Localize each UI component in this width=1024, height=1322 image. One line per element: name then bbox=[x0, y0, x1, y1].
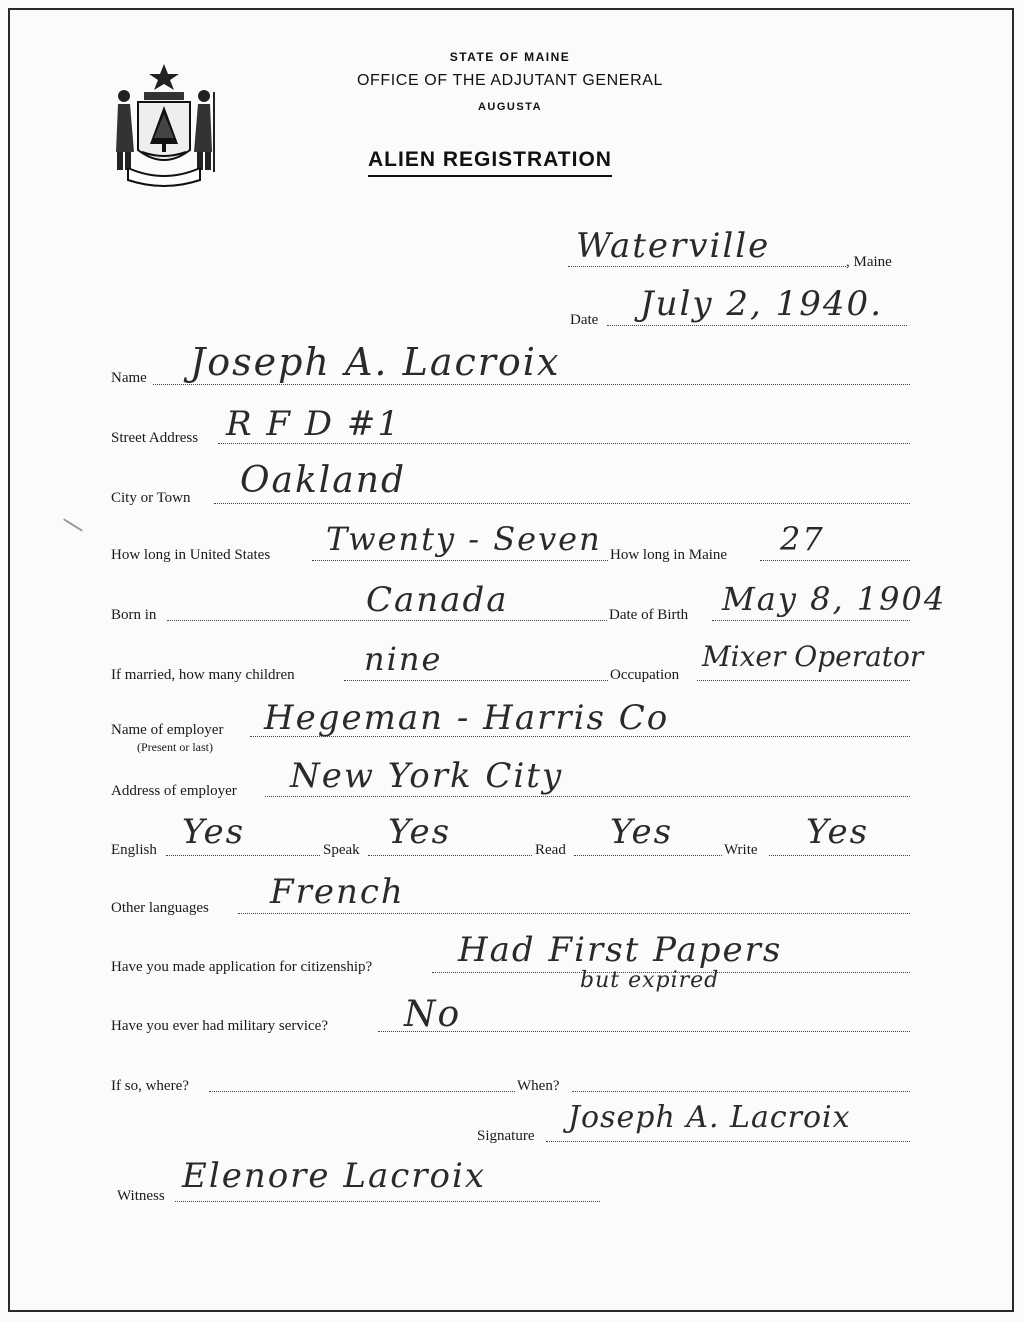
speak-line bbox=[368, 855, 532, 856]
date-label: Date bbox=[570, 312, 599, 328]
witness-line bbox=[175, 1201, 600, 1202]
occupation-value[interactable]: Mixer Operator bbox=[702, 640, 924, 673]
name-value[interactable]: Joseph A. Lacroix bbox=[190, 340, 561, 384]
when-label: When? bbox=[517, 1078, 560, 1094]
how-long-maine-value[interactable]: 27 bbox=[780, 520, 825, 558]
citizenship-note[interactable]: but expired bbox=[580, 968, 720, 993]
how-long-us-value[interactable]: Twenty - Seven bbox=[326, 520, 602, 558]
employer-address-line bbox=[265, 796, 910, 797]
speak-label: Speak bbox=[323, 842, 360, 858]
how-long-maine-line bbox=[760, 560, 910, 561]
city-header: AUGUSTA bbox=[477, 101, 543, 113]
signature-value[interactable]: Joseph A. Lacroix bbox=[568, 1100, 851, 1135]
other-languages-value[interactable]: French bbox=[270, 872, 405, 912]
occupation-line bbox=[697, 680, 910, 681]
employer-value[interactable]: Hegeman - Harris Co bbox=[264, 698, 670, 738]
form-title: ALIEN REGISTRATION bbox=[368, 148, 612, 177]
where-label: If so, where? bbox=[111, 1078, 189, 1094]
english-value[interactable]: Yes bbox=[182, 812, 246, 852]
read-label: Read bbox=[535, 842, 566, 858]
town-line bbox=[568, 266, 846, 267]
signature-label: Signature bbox=[477, 1128, 535, 1144]
city-label: City or Town bbox=[111, 490, 191, 506]
read-value[interactable]: Yes bbox=[610, 812, 674, 852]
how-long-us-label: How long in United States bbox=[111, 547, 271, 563]
other-languages-label: Other languages bbox=[111, 900, 209, 916]
city-value[interactable]: Oakland bbox=[240, 460, 406, 501]
dob-label: Date of Birth bbox=[609, 607, 689, 623]
name-label: Name bbox=[111, 370, 147, 386]
maine-label: , Maine bbox=[846, 254, 892, 270]
name-line bbox=[153, 384, 910, 385]
town-value[interactable]: Waterville bbox=[576, 226, 771, 266]
read-line bbox=[574, 855, 722, 856]
witness-value[interactable]: Elenore Lacroix bbox=[182, 1156, 487, 1196]
employer-sublabel: (Present or last) bbox=[137, 740, 213, 754]
city-line bbox=[214, 503, 910, 504]
how-long-maine-label: How long in Maine bbox=[610, 547, 728, 563]
english-line bbox=[166, 855, 320, 856]
dob-line bbox=[712, 620, 910, 621]
witness-label: Witness bbox=[117, 1188, 165, 1204]
citizenship-value[interactable]: Had First Papers bbox=[458, 930, 783, 970]
occupation-label: Occupation bbox=[610, 667, 680, 683]
write-line bbox=[769, 855, 910, 856]
state-header: STATE OF MAINE bbox=[449, 50, 571, 64]
where-line bbox=[209, 1091, 515, 1092]
dob-value[interactable]: May 8, 1904 bbox=[722, 580, 947, 618]
street-value[interactable]: R F D #1 bbox=[226, 404, 401, 444]
date-line bbox=[607, 325, 907, 326]
employer-address-value[interactable]: New York City bbox=[290, 756, 564, 796]
write-value[interactable]: Yes bbox=[806, 812, 870, 852]
office-header: OFFICE OF THE ADJUTANT GENERAL bbox=[356, 72, 664, 89]
english-label: English bbox=[111, 842, 157, 858]
signature-line bbox=[546, 1141, 910, 1142]
children-value[interactable]: nine bbox=[364, 640, 443, 678]
citizenship-label: Have you made application for citizenship? bbox=[111, 959, 373, 975]
born-in-line bbox=[167, 620, 607, 621]
when-line bbox=[572, 1091, 910, 1092]
born-in-value[interactable]: Canada bbox=[366, 580, 509, 620]
how-long-us-line bbox=[312, 560, 608, 561]
employer-label: Name of employer bbox=[111, 722, 224, 738]
speak-value[interactable]: Yes bbox=[388, 812, 452, 852]
state-seal-icon bbox=[108, 62, 220, 190]
military-label: Have you ever had military service? bbox=[111, 1018, 328, 1034]
write-label: Write bbox=[724, 842, 758, 858]
born-in-label: Born in bbox=[111, 607, 157, 623]
date-value[interactable]: July 2, 1940. bbox=[640, 284, 883, 324]
children-line bbox=[344, 680, 608, 681]
children-label: If married, how many children bbox=[111, 667, 295, 683]
street-label: Street Address bbox=[111, 430, 199, 446]
other-languages-line bbox=[238, 913, 910, 914]
employer-address-label: Address of employer bbox=[111, 783, 237, 799]
military-value[interactable]: No bbox=[404, 994, 462, 1035]
